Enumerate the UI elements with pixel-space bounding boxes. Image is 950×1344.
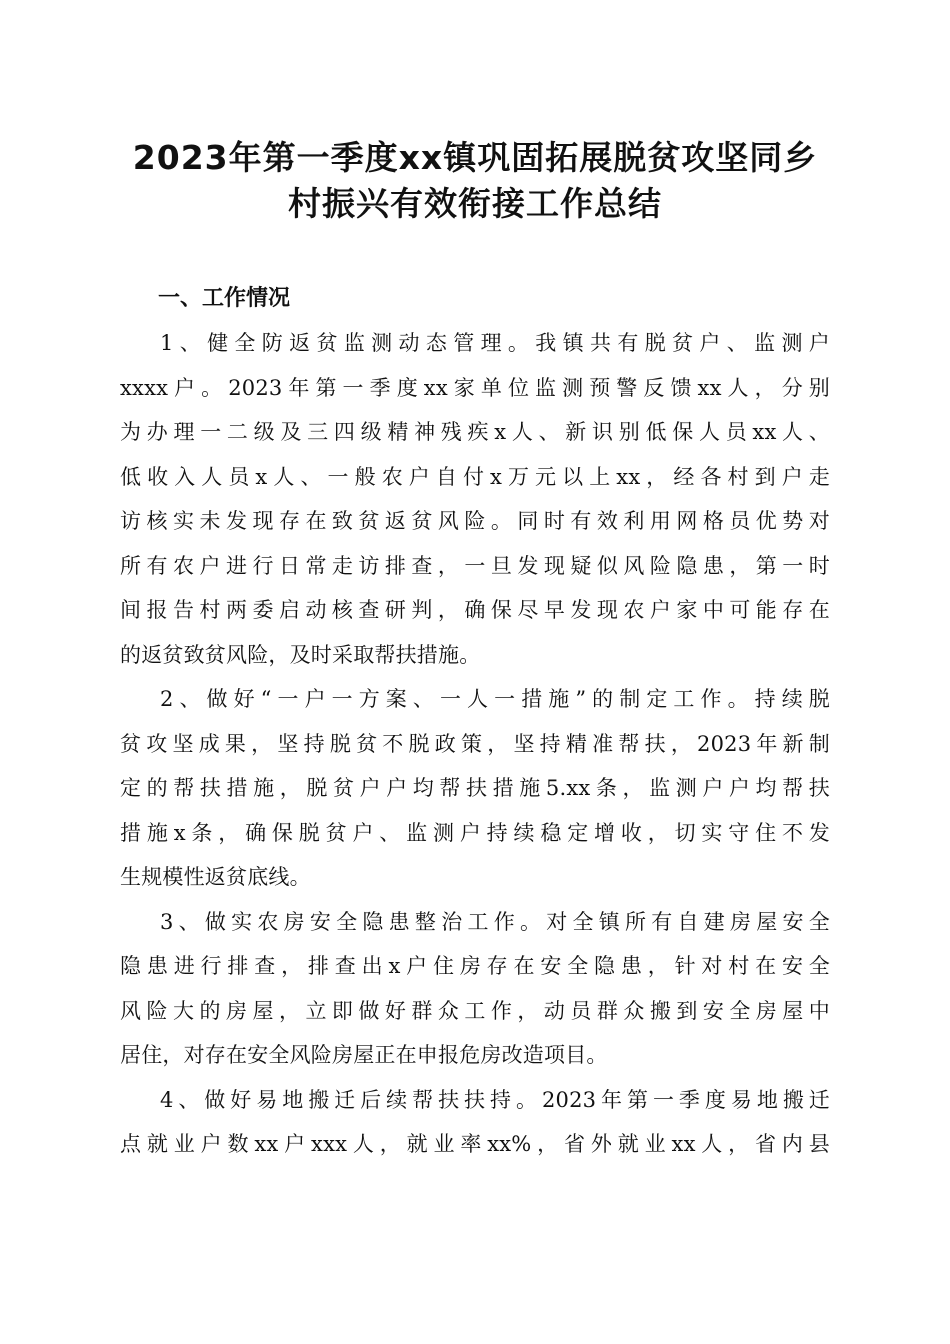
paragraph-line: 1、健全防返贫监测动态管理。我镇共有脱贫户、监测户 [160,331,830,355]
paragraph-4 [120,1078,830,1167]
paragraph-line: 的返贫致贫风险，及时采取帮扶措施。 [120,642,481,667]
paragraph-line: 所有农户进行日常走访排查，一旦发现疑似风险隐患，第一时 [120,553,830,578]
document-title [110,135,840,227]
document-body [120,277,830,1167]
paragraph-line: 间报告村两委启动核查研判，确保尽早发现农户家中可能存在 [120,598,830,622]
paragraph-line: 2、做好“一户一方案、一人一措施”的制定工作。持续脱 [160,687,830,711]
paragraph-line: 贫攻坚成果，坚持脱贫不脱政策，坚持精准帮扶，2023年新制 [120,731,830,756]
paragraph-line: 为办理一二级及三四级精神残疾x人、新识别低保人员xx人、 [120,420,830,444]
paragraph-line: 访核实未发现存在致贫返贫风险。同时有效利用网格员优势对 [120,509,830,533]
title-line-1: 2023年第一季度xx镇巩固拓展脱贫攻坚同乡 [132,138,818,177]
paragraph-line: 定的帮扶措施，脱贫户户均帮扶措施5.xx条，监测户户均帮扶 [120,776,830,800]
paragraph-1 [120,321,830,677]
section-heading: 一、工作情况 [158,286,291,311]
paragraph-line: 生规模性返贫底线。 [120,865,311,889]
paragraph-line: 措施x条，确保脱贫户、监测户持续稳定增收，切实守住不发 [120,820,830,845]
paragraph-line: 点就业户数xx户xxx人，就业率xx%，省外就业xx人，省内县 [120,1132,830,1156]
paragraph-line: 居住，对存在安全风险房屋正在申报危房改造项目。 [120,1043,608,1067]
paragraph-line: 3、做实农房安全隐患整治工作。对全镇所有自建房屋安全 [160,909,830,934]
title-line-2: 村振兴有效衔接工作总结 [288,184,662,223]
paragraph-2 [120,677,830,900]
paragraph-line: 隐患进行排查，排查出x户住房存在安全隐患，针对村在安全 [120,954,830,978]
paragraph-line: 低收入人员x人、一般农户自付x万元以上xx，经各村到户走 [120,464,830,489]
paragraph-line: 4、做好易地搬迁后续帮扶扶持。2023年第一季度易地搬迁 [160,1087,830,1112]
paragraph-line: 风险大的房屋，立即做好群众工作，动员群众搬到安全房屋中 [120,998,830,1023]
paragraph-3 [120,900,830,1078]
paragraph-line: xxxx户。2023年第一季度xx家单位监测预警反馈xx人，分别 [120,375,830,400]
